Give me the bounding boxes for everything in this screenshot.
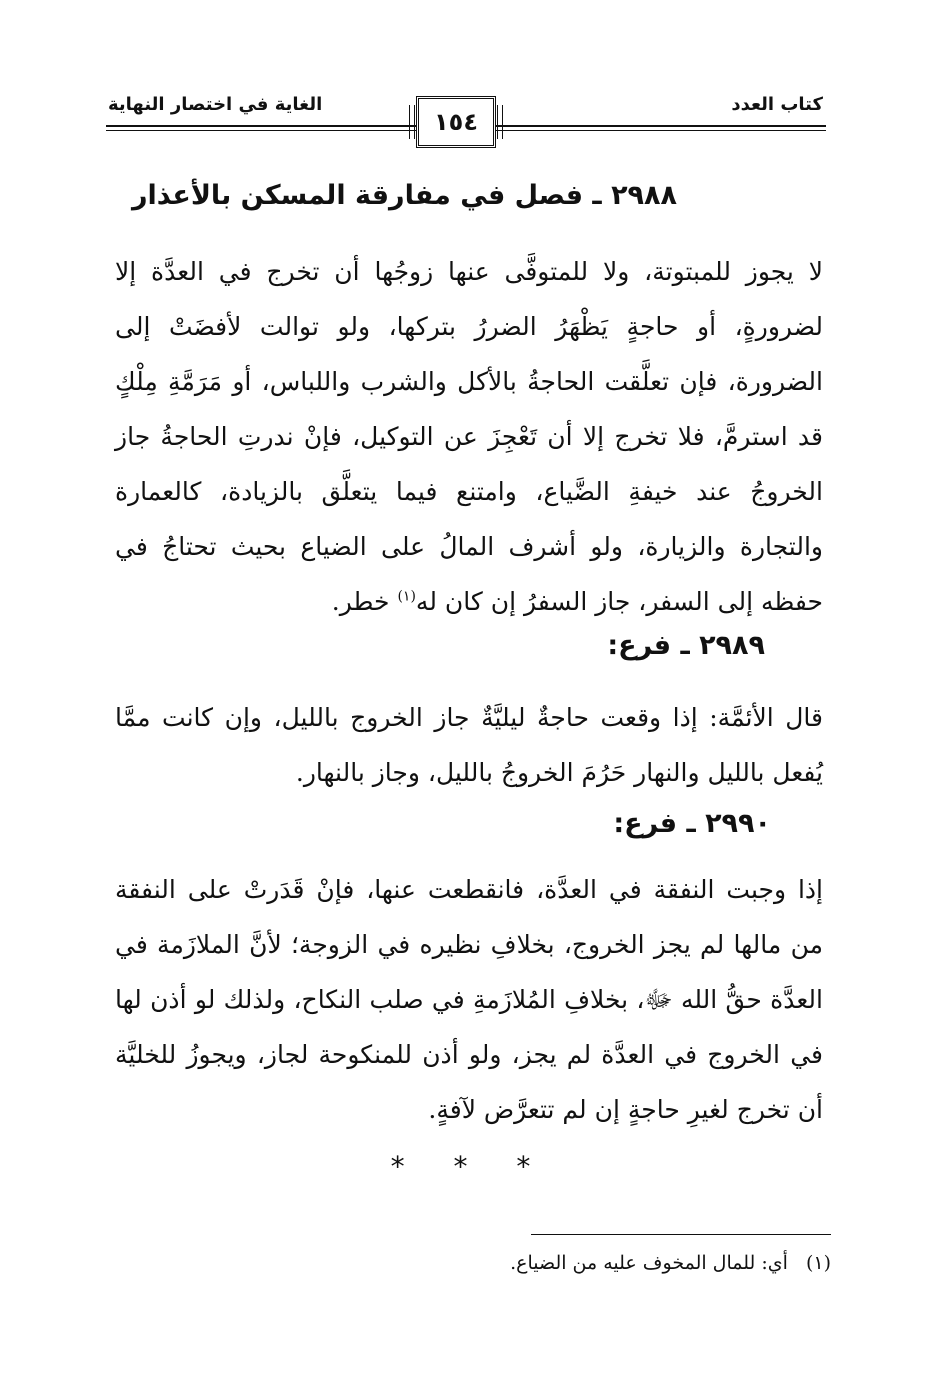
header-rule-right xyxy=(496,125,826,127)
running-header-book-title: الغاية في اختصار النهاية xyxy=(108,94,323,115)
page-number: ١٥٤ xyxy=(434,108,478,136)
footnote-text: أي: للمال المخوف عليه من الضياع. xyxy=(510,1252,788,1274)
section-heading: ٢٩٨٨ ـ فصل في مفارقة المسكن بالأعذار xyxy=(131,180,677,211)
running-header-chapter: كتاب العدد xyxy=(731,94,823,115)
branch-paragraph-2989: قال الأئمَّة: إذا وقعت حاجةٌ ليليَّةٌ جاز الخروج بالليل، وإن كانت ممَّا يُفعل بالليل والنهار حَرُمَ الخروجُ بالليل، وجاز بالنهار. xyxy=(115,703,823,787)
page-number-box xyxy=(416,96,496,148)
footnote-rule xyxy=(531,1234,831,1235)
header-rule-left-thin xyxy=(106,130,416,131)
footnote-number: (١) xyxy=(805,1252,831,1274)
section-text: لا يجوز للمبتوتة، ولا للمتوفَّى عنها زوجُها أن تخرج في العدَّة إلا لضرورةٍ، أو حاجةٍ يَظْهَرُ الضررُ بتركها، ولو توالت لأفضَتْ إلى الضرورة، فإن تعلَّقت الحاجةُ بالأكل والشرب واللباس، أو مَرَمَّةِ مِلْكٍ قد استرمَّ، فلا تخرج إلا أن تَعْجِزَ عن التوكيل، فإنْ ندرتِ الحاجةُ جاز الخروجُ عند خيفةِ الضَّياع، وامتنع فيما يتعلَّق بالزيادة، كالعمارة والتجارة والزيارة، ولو أشرف المالُ على الضياع بحيث تحتاجُ في حفظه إلى السفر، جاز السفرُ إن كان له xyxy=(115,257,823,616)
branch-paragraph-2990: إذا وجبت النفقة في العدَّة، فانقطعت عنها، فإنْ قَدَرتْ على النفقة من مالها لم يجز الخروج، بخلافِ نظيره في الزوجة؛ لأنَّ الملازَمة في العدَّة حقُّ الله ﷻ، بخلافِ المُلازَمةِ في صلب النكاح، ولذلك لو أذن لها في الخروج في العدَّة لم يجز، ولو أذن للمنكوحة لجاز، ويجوزُ للخليَّة أن تخرج لغيرِ حاجةٍ إن لم تتعرَّض لآفةٍ. xyxy=(115,875,823,1124)
branch-heading-2989: ٢٩٨٩ ـ فرع: xyxy=(607,630,765,661)
section-separator: * * * xyxy=(390,1150,551,1183)
section-text-end: خطر. xyxy=(331,587,398,616)
section-paragraph xyxy=(115,244,823,629)
header-rule-left xyxy=(106,125,416,127)
footnote xyxy=(510,1252,831,1274)
header-rule-right-thin xyxy=(496,130,826,131)
footnote-reference[interactable]: (١) xyxy=(397,588,416,605)
branch-heading-2990: ٢٩٩٠ ـ فرع: xyxy=(613,808,771,839)
